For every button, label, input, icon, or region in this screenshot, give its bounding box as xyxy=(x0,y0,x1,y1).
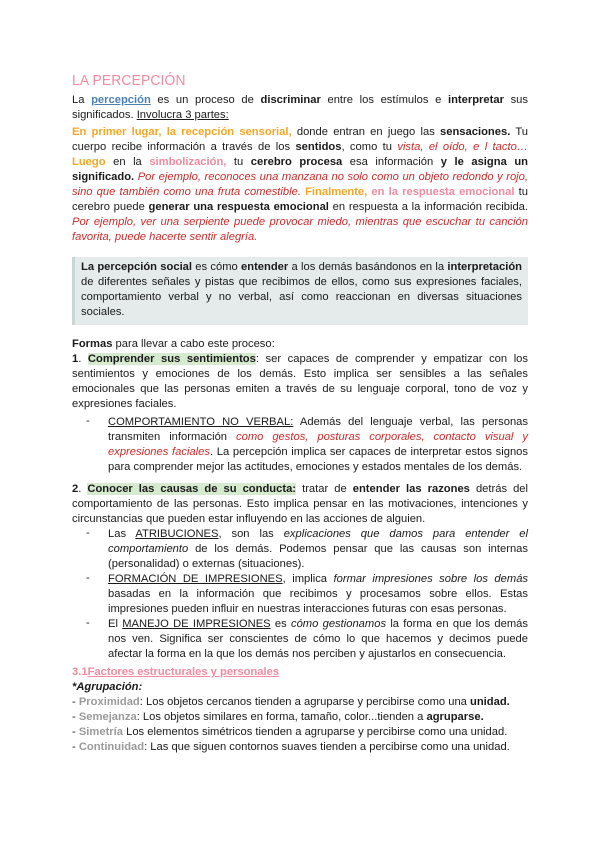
intro-text: La xyxy=(72,94,92,106)
item-2 xyxy=(72,482,528,527)
factor-name: Simetría xyxy=(78,726,123,738)
bold-text: La percepción social xyxy=(81,261,193,273)
factor-name: Continuidad xyxy=(78,741,145,753)
body-text: tu xyxy=(226,156,251,168)
intro-text: es un proceso de xyxy=(150,94,261,106)
item-1 xyxy=(72,352,528,412)
underline-text: ATRIBUCIONES xyxy=(135,528,219,540)
factor-continuidad xyxy=(72,740,528,755)
body-text: : Los objetos similares en forma, tamaño, color...tienden a xyxy=(136,711,427,723)
factor-proximidad xyxy=(72,695,528,710)
factor-simetria xyxy=(72,725,528,740)
agrupacion-heading: *Agrupación: xyxy=(72,681,143,693)
sub-item-content xyxy=(108,527,528,572)
document-page xyxy=(72,72,528,755)
body-text: . La percepción implica ser capaces de interpretar estos signos para comprender mejor las actitudes, emociones y estados mentales de los demás. xyxy=(108,446,528,473)
sub-item-nonverbal xyxy=(86,415,528,475)
sub-item-content xyxy=(108,617,528,662)
orange-text: En primer lugar, la recepción sensorial, xyxy=(72,126,292,138)
dash-bullet: - xyxy=(86,527,90,539)
three-parts-paragraph xyxy=(72,125,528,245)
body-text: Además del lenguaje verbal, las personas transmiten información xyxy=(108,416,528,443)
sub-item-content xyxy=(108,572,528,617)
body-text: detrás del comportamiento de las personas. Esto implica pensar en las motivaciones, intenciones y circunstancias que pueden estar influyendo en las acciones de alguien. xyxy=(72,483,529,525)
italic-text: formar impresiones sobre los demás xyxy=(333,573,529,585)
orange-text: Finalmente, xyxy=(300,186,368,198)
intro-bold: discriminar xyxy=(260,94,321,106)
bold-text: sentidos xyxy=(295,141,342,153)
body-text: de diferentes señales y pistas que recibimos de ellos, como sus expresiones faciales, comportamiento verbal y no verbal, así como reaccionan en diversas situaciones sociales. xyxy=(81,276,522,318)
body-text: en respuesta a la información recibida. xyxy=(328,201,528,213)
percepcion-link[interactable]: percepción xyxy=(91,94,151,106)
factor-semejanza xyxy=(72,710,528,725)
body-text: donde entran en juego las xyxy=(291,126,441,138)
dash-bullet: - xyxy=(72,726,79,738)
dash-bullet: - xyxy=(72,741,79,753)
intro-underline: Involucra 3 partes: xyxy=(136,109,229,121)
body-text: Tu cuerpo recibe información a través de los xyxy=(72,126,528,153)
bold-text: cerebro procesa xyxy=(250,156,343,168)
underline-text: FORMACIÓN DE IMPRESIONES xyxy=(108,573,283,585)
pink-text: simbolización, xyxy=(149,156,227,168)
dash-bullet: - xyxy=(86,617,90,629)
italic-text: cómo gestionamos xyxy=(290,618,387,630)
social-perception-box xyxy=(72,257,528,325)
section-number: 3.1 xyxy=(72,666,88,678)
bold-text: Formas xyxy=(72,338,113,350)
body-text: es cómo xyxy=(192,261,242,273)
body-text: tu cerebro puede xyxy=(72,186,528,213)
bold-text: entender las razones xyxy=(352,483,470,495)
dash-bullet: - xyxy=(72,696,79,708)
underline-text: COMPORTAMIENTO NO VERBAL: xyxy=(108,416,294,428)
bold-text: sensaciones. xyxy=(440,126,511,138)
item-number: 2 xyxy=(72,483,79,495)
body-text: , implica xyxy=(282,573,334,585)
section-3-1-heading xyxy=(72,665,528,680)
body-text: es xyxy=(270,618,291,630)
sub-item-formacion xyxy=(86,572,528,617)
bold-text: y le asigna un significado. xyxy=(72,156,528,183)
highlight-text: Conocer las causas de su conducta: xyxy=(87,483,297,495)
body-text: en la xyxy=(105,156,150,168)
intro-paragraph xyxy=(72,93,528,123)
body-text: esa información xyxy=(342,156,441,168)
item-number: 1 xyxy=(72,353,79,365)
intro-text: entre los estímulos e xyxy=(320,94,448,106)
body-text: basadas en la información que recibimos y procesamos sobre ellos. Estas impresiones pueden influir en nuestras interacciones futuras con esas personas. xyxy=(108,588,528,615)
sub-item-manejo xyxy=(86,617,528,662)
item-dot: . xyxy=(78,353,88,365)
item-dot: . xyxy=(78,483,88,495)
section-label: Factores estructurales y personales xyxy=(87,666,280,678)
dash-bullet: - xyxy=(72,711,79,723)
body-text: para llevar a cabo este proceso: xyxy=(112,338,275,350)
highlight-text: Comprender sus sentimientos xyxy=(87,353,256,365)
body-text: de los demás. Podemos pensar que las causas son internas (personalidad) o externas (situaciones). xyxy=(108,543,528,570)
example-text: como gestos, posturas corporales, contacto visual y expresiones faciales xyxy=(108,431,528,458)
body-text: : ser capaces de comprender y empatizar con los sentimientos y emociones de los demás. Esto implica ser sensibles a las señales emocionales que las personas emiten a través de su lenguaje corporal, tono de voz y expresiones faciales. xyxy=(72,353,528,410)
orange-text: Luego xyxy=(72,156,106,168)
sub-item-atribuciones xyxy=(86,527,528,572)
pink-text: en la respuesta emocional xyxy=(367,186,515,198)
social-perception-text xyxy=(81,260,522,320)
body-text: tratar de xyxy=(296,483,353,495)
italic-text: explicaciones que damos para entender el comportamiento xyxy=(108,528,528,555)
example-text: Por ejemplo, reconoces una manzana no solo como un objeto redondo y rojo, sino que también como una fruta comestible. xyxy=(72,171,528,198)
underline-text: MANEJO DE IMPRESIONES xyxy=(122,618,271,630)
bold-text: entender xyxy=(241,261,289,273)
example-text: vista, el oído, e l tacto… xyxy=(397,141,528,153)
factor-name: Semejanza xyxy=(78,711,137,723)
body-text: El xyxy=(108,618,123,630)
body-text: : Las que siguen contornos suaves tienden a percibirse como una unidad. xyxy=(144,741,510,753)
dash-bullet: - xyxy=(86,572,90,584)
body-text: Los elementos simétricos tienden a agruparse y percibirse como una unidad. xyxy=(123,726,508,738)
bold-text: agruparse. xyxy=(426,711,484,723)
body-text: la forma en que los demás nos ven. Significa ser conscientes de cómo lo que hacemos y decimos puede afectar la forma en la que los demás nos perciben y ajustarlos en consecuencia. xyxy=(108,618,528,660)
body-text: , como tu xyxy=(341,141,398,153)
intro-bold: interpretar xyxy=(447,94,504,106)
body-text: Las xyxy=(108,528,136,540)
body-text: a los demás basándonos en la xyxy=(288,261,448,273)
body-text: : Los objetos cercanos tienden a agruparse y percibirse como una xyxy=(139,696,471,708)
bold-text: generar una respuesta emocional xyxy=(148,201,329,213)
factor-name: Proximidad xyxy=(78,696,140,708)
body-text: , son las xyxy=(218,528,284,540)
formas-heading xyxy=(72,337,528,352)
bold-text: interpretación xyxy=(447,261,522,273)
page-title: LA PERCEPCIÓN xyxy=(72,72,186,89)
intro-text: sus significados. xyxy=(72,94,528,121)
sub-item-content xyxy=(108,415,528,475)
bold-text: unidad. xyxy=(470,696,510,708)
dash-bullet: - xyxy=(86,415,90,427)
example-text: Por ejemplo, ver una serpiente puede provocar miedo, mientras que escuchar tu canción favorita, puede hacerte sentir alegría. xyxy=(72,216,528,243)
